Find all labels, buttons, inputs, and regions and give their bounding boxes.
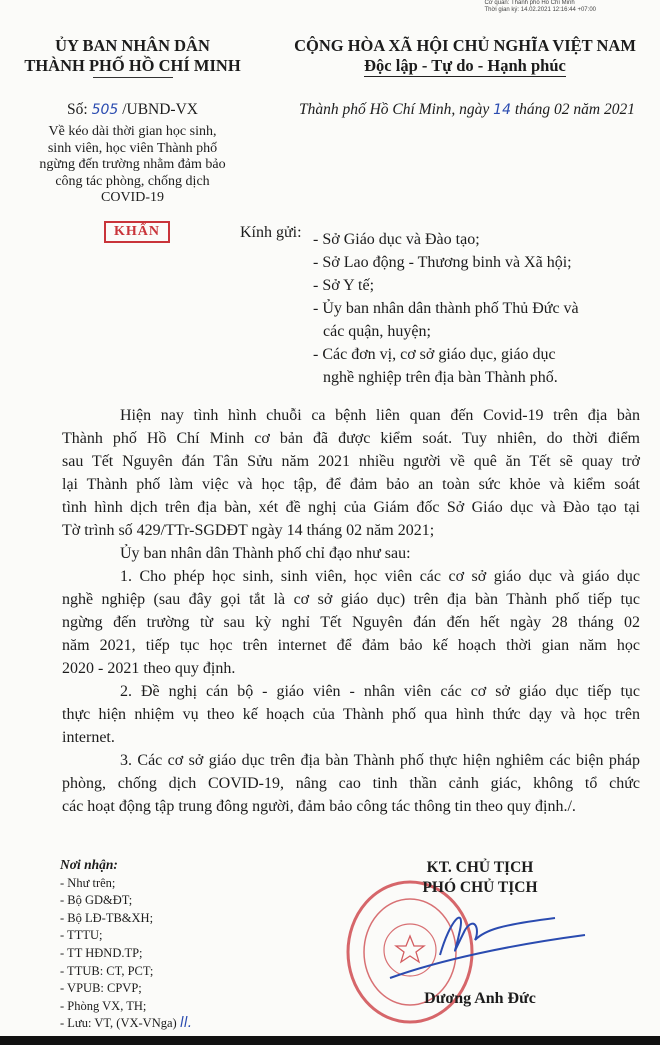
paragraph bbox=[62, 542, 640, 565]
paragraph bbox=[62, 404, 640, 542]
number-prefix: Số: bbox=[67, 101, 92, 118]
digital-signature-info bbox=[484, 0, 596, 14]
national-header bbox=[280, 36, 650, 77]
paragraph-line: lại Thành phố làm việc và học tập, để đảm bảo an toàn sức khỏe và kiểm soát bbox=[62, 476, 640, 493]
paragraph-line: nghề nghiệp (sau đây gọi tắt là cơ sở giáo dục) trên địa bàn Thành phố tiếp tục bbox=[62, 591, 640, 608]
signer-name: Dương Anh Đức bbox=[424, 990, 536, 1007]
paragraph-line: Ủy ban nhân dân Thành phố chỉ đạo như sau: bbox=[120, 545, 411, 562]
paragraph-line: 2. Đề nghị cán bộ - giáo viên - nhân viên các cơ sở giáo dục tiếp tục bbox=[120, 683, 640, 700]
distribution-item: - TTTU; bbox=[60, 928, 103, 943]
distribution-item: - Bộ GD&ĐT; bbox=[60, 893, 133, 908]
signer-title bbox=[380, 858, 580, 898]
paragraph-line: Hiện nay tình hình chuỗi ca bệnh liên quan đến Covid-19 trên địa bàn bbox=[120, 407, 640, 424]
recipient-item: - Các đơn vị, cơ sở giáo dục, giáo dục bbox=[313, 346, 556, 363]
distribution-item: - Phòng VX, TH; bbox=[60, 998, 147, 1013]
signature-scribble bbox=[380, 900, 590, 980]
drafter-initials: ll. bbox=[179, 1015, 193, 1032]
paragraph-line: Tờ trình số 429/TTr-SGDĐT ngày 14 tháng 02 năm 2021; bbox=[62, 522, 435, 539]
subject-line: ngừng đến trường nhằm đảm bảo bbox=[39, 157, 226, 172]
paragraph-line: 1. Cho phép học sinh, sinh viên, học viên các cơ sở giáo dục và giáo dục bbox=[120, 568, 640, 585]
recipient-item: - Sở Y tế; bbox=[313, 277, 375, 294]
paragraph-line: phòng, chống dịch COVID-19, nâng cao tinh thần cảnh giác, không tổ chức bbox=[62, 775, 640, 792]
paragraph-line: ngừng đến trường từ sau kỳ nghỉ Tết Nguyên đán đến hết ngày 28 tháng 02 bbox=[62, 614, 640, 631]
signature-org: Cơ quan: Thành phố Hồ Chí Minh bbox=[484, 0, 575, 6]
paragraph bbox=[62, 749, 640, 818]
paragraph-line: 3. Các cơ sở giáo dục trên địa bàn Thành phố thực hiện nghiêm các biện pháp bbox=[120, 752, 640, 769]
number-suffix: /UBND-VX bbox=[118, 101, 198, 118]
distribution-list bbox=[60, 856, 192, 1033]
number-handwritten: 505 bbox=[91, 102, 119, 118]
recipient-item: - Sở Lao động - Thương binh và Xã hội; bbox=[313, 254, 572, 271]
issuer-divider bbox=[93, 77, 173, 78]
paragraph bbox=[62, 680, 640, 749]
national-motto: Độc lập - Tự do - Hạnh phúc bbox=[364, 56, 566, 75]
recipient-item: - Sở Giáo dục và Đào tạo; bbox=[313, 231, 480, 248]
document-body bbox=[62, 404, 640, 818]
signature-time: Thời gian ký: 14.02.2021 12:16:44 +07:00 bbox=[484, 7, 596, 13]
issuer-line1: ỦY BAN NHÂN DÂN bbox=[55, 36, 210, 55]
signer-title-line1: KT. CHỦ TỊCH bbox=[426, 859, 534, 876]
subject-line: Về kéo dài thời gian học sinh, bbox=[48, 124, 217, 139]
distribution-item: - TT HĐND.TP; bbox=[60, 945, 143, 960]
distribution-item: - Lưu: VT, (VX-VNga) ll. bbox=[60, 1015, 193, 1032]
distribution-item: - Bộ LĐ-TB&XH; bbox=[60, 910, 154, 925]
paragraph-line: internet. bbox=[62, 729, 115, 746]
distribution-title: Nơi nhận: bbox=[60, 857, 118, 872]
signer-title-line2: PHÓ CHỦ TỊCH bbox=[422, 879, 538, 896]
distribution-item: - Như trên; bbox=[60, 875, 116, 890]
document-date bbox=[282, 101, 652, 119]
subject-line: công tác phòng, chống dịch bbox=[55, 173, 210, 189]
urgent-stamp: KHẨN bbox=[104, 221, 170, 243]
paragraph-line: tình hình dịch trên địa bàn, xét đề nghị của Giám đốc Sở Giáo dục và Đào tạo tại bbox=[62, 499, 640, 516]
subject bbox=[20, 124, 245, 207]
subject-line: sinh viên, học viên Thành phố bbox=[47, 140, 218, 156]
date-day: 14 bbox=[493, 102, 511, 118]
paragraph-line: Thành phố Hồ Chí Minh cơ bản đã được kiểm soát. Tuy nhiên, do thời điểm bbox=[62, 430, 640, 447]
recipient-item: nghề nghiệp trên địa bàn Thành phố. bbox=[323, 369, 558, 386]
paragraph bbox=[62, 565, 640, 680]
distribution-item: - VPUB: CPVP; bbox=[60, 981, 142, 996]
date-prefix: Thành phố Hồ Chí Minh, ngày bbox=[298, 101, 494, 118]
date-suffix: tháng 02 năm 2021 bbox=[511, 101, 635, 118]
recipient-item: - Ủy ban nhân dân thành phố Thủ Đức và bbox=[313, 300, 579, 317]
issuer-header bbox=[20, 36, 245, 78]
paragraph-line: 2020 - 2021 theo quy định. bbox=[62, 660, 236, 677]
paragraph-line: các hoạt động tập trung đông người, đảm bảo công tác thông tin theo quy định./. bbox=[62, 798, 576, 815]
subject-line: COVID-19 bbox=[101, 190, 164, 205]
recipients-list bbox=[313, 228, 643, 389]
recipient-item: các quận, huyện; bbox=[323, 323, 431, 340]
distribution-item: - TTUB: CT, PCT; bbox=[60, 963, 154, 978]
paragraph-line: sau Tết Nguyên đán Tân Sửu năm 2021 nhiều người về quê ăn Tết sẽ quay trở bbox=[62, 453, 640, 470]
national-title: CỘNG HÒA XÃ HỘI CHỦ NGHĨA VIỆT NAM bbox=[294, 36, 636, 55]
issuer-line2: THÀNH PHỐ HỒ CHÍ MINH bbox=[24, 56, 241, 75]
bottom-border bbox=[0, 1036, 660, 1045]
document-number bbox=[20, 101, 245, 119]
paragraph-line: thực hiện nhiệm vụ theo kế hoạch của Thành phố qua hình thức dạy và học trên bbox=[62, 706, 640, 723]
paragraph-line: năm 2021, tiếp tục học trên internet để đảm bảo kế hoạch thời gian năm học bbox=[62, 637, 640, 654]
greeting: Kính gửi: bbox=[240, 224, 302, 241]
